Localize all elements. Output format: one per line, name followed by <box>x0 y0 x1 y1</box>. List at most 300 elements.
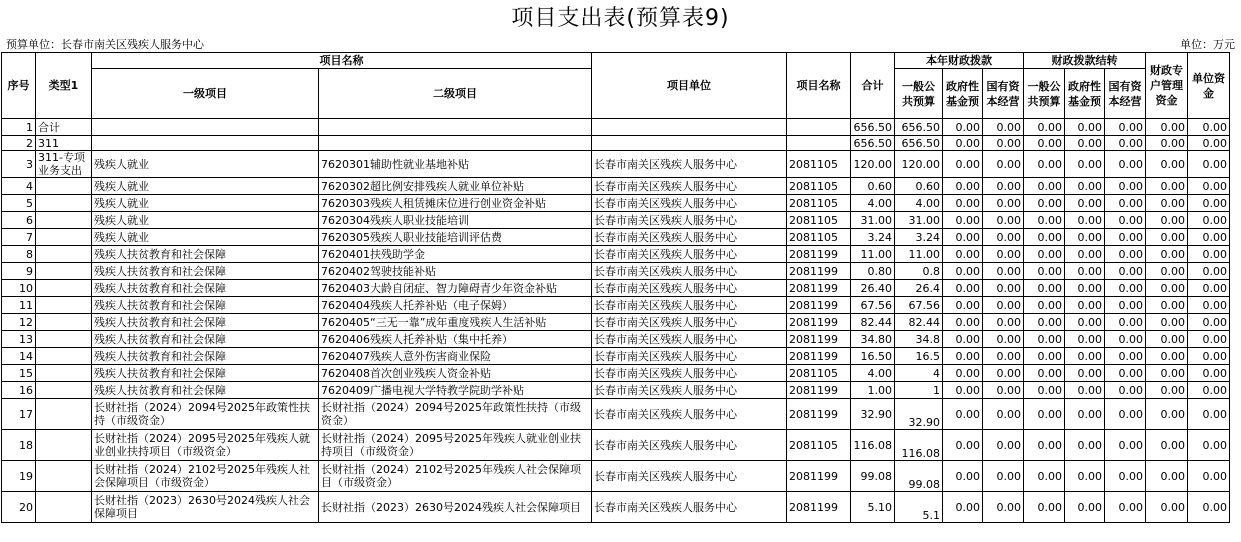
row-carry-gov-fund: 0.00 <box>1065 246 1105 263</box>
row-project-unit: 长春市南关区残疾人服务中心 <box>592 297 787 314</box>
row-project-code: 2081199 <box>787 314 851 331</box>
row-type <box>36 461 92 492</box>
row-level1-item: 长财社指（2024）2102号2025年残疾人社会保障项目（市级资金） <box>92 461 319 492</box>
budget-unit-label: 预算单位：长春市南关区残疾人服务中心 <box>6 38 204 51</box>
row-carry-state-capital: 0.00 <box>1105 212 1146 229</box>
row-carry-state-capital: 0.00 <box>1105 297 1146 314</box>
row-level1-item: 残疾人就业 <box>92 195 319 212</box>
row-carry-state-capital: 0.00 <box>1105 348 1146 365</box>
row-carry-state-capital: 0.00 <box>1105 280 1146 297</box>
row-type <box>36 229 92 246</box>
row-unit-funds: 0.00 <box>1188 492 1230 523</box>
row-state-capital: 0.00 <box>983 331 1024 348</box>
row-state-capital: 0.00 <box>983 195 1024 212</box>
row-carry-state-capital: 0.00 <box>1105 461 1146 492</box>
row-type <box>36 314 92 331</box>
table-row <box>2 119 1230 136</box>
row-seq: 10 <box>2 280 36 297</box>
row-general-budget: 99.08 <box>895 461 943 492</box>
row-special-funds: 0.00 <box>1146 430 1188 461</box>
row-level1-item: 残疾人就业 <box>92 212 319 229</box>
row-carry-general-budget: 0.00 <box>1024 212 1065 229</box>
row-seq: 18 <box>2 430 36 461</box>
row-carry-state-capital: 0.00 <box>1105 365 1146 382</box>
row-state-capital: 0.00 <box>983 136 1024 151</box>
row-seq: 3 <box>2 151 36 178</box>
header-seq: 序号 <box>2 53 36 119</box>
row-gov-fund: 0.00 <box>943 178 983 195</box>
row-level2-item: 7620304残疾人职业技能培训 <box>319 212 592 229</box>
row-carry-general-budget: 0.00 <box>1024 263 1065 280</box>
row-total: 0.60 <box>851 178 895 195</box>
row-gov-fund: 0.00 <box>943 263 983 280</box>
row-general-budget: 34.8 <box>895 331 943 348</box>
row-level2-item: 7620408首次创业残疾人资金补贴 <box>319 365 592 382</box>
row-project-unit: 长春市南关区残疾人服务中心 <box>592 229 787 246</box>
row-seq: 5 <box>2 195 36 212</box>
table-row <box>2 212 1230 229</box>
row-unit-funds: 0.00 <box>1188 382 1230 399</box>
header-project-unit: 项目单位 <box>592 53 787 119</box>
row-seq: 4 <box>2 178 36 195</box>
row-carry-state-capital: 0.00 <box>1105 382 1146 399</box>
row-project-code: 2081199 <box>787 263 851 280</box>
table-row <box>2 492 1230 523</box>
row-project-code <box>787 119 851 136</box>
row-gov-fund: 0.00 <box>943 365 983 382</box>
row-carry-general-budget: 0.00 <box>1024 430 1065 461</box>
table-row <box>2 229 1230 246</box>
row-level2-item: 长财社指（2023）2630号2024残疾人社会保障项目 <box>319 492 592 523</box>
row-unit-funds: 0.00 <box>1188 348 1230 365</box>
row-unit-funds: 0.00 <box>1188 297 1230 314</box>
row-seq: 8 <box>2 246 36 263</box>
row-special-funds: 0.00 <box>1146 297 1188 314</box>
table-row <box>2 178 1230 195</box>
row-gov-fund: 0.00 <box>943 195 983 212</box>
table-row <box>2 430 1230 461</box>
row-seq: 1 <box>2 119 36 136</box>
row-project-unit <box>592 136 787 151</box>
table-row <box>2 348 1230 365</box>
row-project-code: 2081199 <box>787 348 851 365</box>
row-project-code: 2081105 <box>787 229 851 246</box>
row-carry-gov-fund: 0.00 <box>1065 430 1105 461</box>
row-level1-item: 长财社指（2024）2095号2025年残疾人就业创业扶持项目（市级资金） <box>92 430 319 461</box>
row-project-code: 2081199 <box>787 461 851 492</box>
row-type <box>36 365 92 382</box>
row-carry-gov-fund: 0.00 <box>1065 348 1105 365</box>
row-carry-general-budget: 0.00 <box>1024 280 1065 297</box>
row-carry-general-budget: 0.00 <box>1024 229 1065 246</box>
row-state-capital: 0.00 <box>983 229 1024 246</box>
header-project-code: 项目名称 <box>787 53 851 119</box>
row-type <box>36 348 92 365</box>
row-carry-state-capital: 0.00 <box>1105 399 1146 430</box>
row-project-unit: 长春市南关区残疾人服务中心 <box>592 280 787 297</box>
row-seq: 20 <box>2 492 36 523</box>
header-carry-state-capital: 国有资本经营 <box>1105 69 1146 119</box>
table-row <box>2 297 1230 314</box>
row-project-code: 2081199 <box>787 492 851 523</box>
header-type: 类型1 <box>36 53 92 119</box>
row-gov-fund: 0.00 <box>943 331 983 348</box>
row-general-budget: 116.08 <box>895 430 943 461</box>
row-carry-gov-fund: 0.00 <box>1065 314 1105 331</box>
row-total: 116.08 <box>851 430 895 461</box>
row-total: 32.90 <box>851 399 895 430</box>
header-gov-fund: 政府性基金预 <box>943 69 983 119</box>
row-level2-item: 7620401扶残助学金 <box>319 246 592 263</box>
row-unit-funds: 0.00 <box>1188 280 1230 297</box>
row-unit-funds: 0.00 <box>1188 246 1230 263</box>
row-general-budget: 67.56 <box>895 297 943 314</box>
row-carry-general-budget: 0.00 <box>1024 365 1065 382</box>
row-carry-general-budget: 0.00 <box>1024 461 1065 492</box>
row-gov-fund: 0.00 <box>943 461 983 492</box>
row-project-unit <box>592 119 787 136</box>
row-level1-item: 残疾人就业 <box>92 229 319 246</box>
row-level2-item <box>319 119 592 136</box>
table-row <box>2 331 1230 348</box>
row-project-unit: 长春市南关区残疾人服务中心 <box>592 246 787 263</box>
row-state-capital: 0.00 <box>983 178 1024 195</box>
row-project-unit: 长春市南关区残疾人服务中心 <box>592 365 787 382</box>
row-carry-general-budget: 0.00 <box>1024 399 1065 430</box>
table-row <box>2 263 1230 280</box>
row-level2-item: 7620403大龄自闭症、智力障碍青少年资金补贴 <box>319 280 592 297</box>
table-row <box>2 136 1230 151</box>
row-gov-fund: 0.00 <box>943 136 983 151</box>
row-type <box>36 178 92 195</box>
row-carry-state-capital: 0.00 <box>1105 331 1146 348</box>
row-level2-item: 7620303残疾人租赁摊床位进行创业资金补贴 <box>319 195 592 212</box>
row-type: 合计 <box>36 119 92 136</box>
row-carry-state-capital: 0.00 <box>1105 492 1146 523</box>
row-carry-state-capital: 0.00 <box>1105 229 1146 246</box>
row-type <box>36 430 92 461</box>
row-carry-gov-fund: 0.00 <box>1065 151 1105 178</box>
row-general-budget: 4.00 <box>895 195 943 212</box>
row-seq: 2 <box>2 136 36 151</box>
row-total: 656.50 <box>851 136 895 151</box>
row-project-unit: 长春市南关区残疾人服务中心 <box>592 348 787 365</box>
row-level2-item: 7620302超比例安排残疾人就业单位补贴 <box>319 178 592 195</box>
row-carry-gov-fund: 0.00 <box>1065 331 1105 348</box>
row-type <box>36 280 92 297</box>
row-unit-funds: 0.00 <box>1188 263 1230 280</box>
row-project-unit: 长春市南关区残疾人服务中心 <box>592 195 787 212</box>
row-carry-state-capital: 0.00 <box>1105 119 1146 136</box>
row-general-budget: 31.00 <box>895 212 943 229</box>
row-carry-state-capital: 0.00 <box>1105 136 1146 151</box>
row-carry-gov-fund: 0.00 <box>1065 195 1105 212</box>
row-level2-item: 长财社指（2024）2102号2025年残疾人社会保障项目（市级资金） <box>319 461 592 492</box>
table-row <box>2 195 1230 212</box>
table-row <box>2 461 1230 492</box>
table-row <box>2 382 1230 399</box>
row-special-funds: 0.00 <box>1146 119 1188 136</box>
row-type: 311 <box>36 136 92 151</box>
row-state-capital: 0.00 <box>983 119 1024 136</box>
row-level1-item: 残疾人扶贫教育和社会保障 <box>92 297 319 314</box>
table-row <box>2 314 1230 331</box>
row-level1-item: 残疾人扶贫教育和社会保障 <box>92 314 319 331</box>
row-general-budget: 0.60 <box>895 178 943 195</box>
row-type <box>36 246 92 263</box>
row-unit-funds: 0.00 <box>1188 314 1230 331</box>
row-type <box>36 212 92 229</box>
row-seq: 19 <box>2 461 36 492</box>
row-general-budget: 120.00 <box>895 151 943 178</box>
row-unit-funds: 0.00 <box>1188 195 1230 212</box>
row-project-code: 2081105 <box>787 365 851 382</box>
row-general-budget: 26.4 <box>895 280 943 297</box>
row-carry-general-budget: 0.00 <box>1024 119 1065 136</box>
row-gov-fund: 0.00 <box>943 246 983 263</box>
row-seq: 13 <box>2 331 36 348</box>
row-gov-fund: 0.00 <box>943 348 983 365</box>
row-total: 656.50 <box>851 119 895 136</box>
row-state-capital: 0.00 <box>983 430 1024 461</box>
row-general-budget: 11.00 <box>895 246 943 263</box>
row-total: 120.00 <box>851 151 895 178</box>
header-carry-gov-fund: 政府性基金预 <box>1065 69 1105 119</box>
row-seq: 16 <box>2 382 36 399</box>
row-carry-gov-fund: 0.00 <box>1065 461 1105 492</box>
row-level2-item <box>319 136 592 151</box>
row-project-unit: 长春市南关区残疾人服务中心 <box>592 263 787 280</box>
row-project-code: 2081199 <box>787 280 851 297</box>
row-project-code: 2081105 <box>787 212 851 229</box>
row-state-capital: 0.00 <box>983 461 1024 492</box>
row-carry-state-capital: 0.00 <box>1105 430 1146 461</box>
row-project-unit: 长春市南关区残疾人服务中心 <box>592 331 787 348</box>
row-type: 311-专项业务支出 <box>36 151 92 178</box>
row-special-funds: 0.00 <box>1146 229 1188 246</box>
row-general-budget: 0.8 <box>895 263 943 280</box>
row-level1-item <box>92 136 319 151</box>
row-state-capital: 0.00 <box>983 151 1024 178</box>
table-row <box>2 246 1230 263</box>
row-state-capital: 0.00 <box>983 382 1024 399</box>
row-carry-gov-fund: 0.00 <box>1065 178 1105 195</box>
row-gov-fund: 0.00 <box>943 399 983 430</box>
row-general-budget: 1 <box>895 382 943 399</box>
row-total: 99.08 <box>851 461 895 492</box>
table-row <box>2 280 1230 297</box>
row-carry-state-capital: 0.00 <box>1105 195 1146 212</box>
row-unit-funds: 0.00 <box>1188 365 1230 382</box>
row-project-unit: 长春市南关区残疾人服务中心 <box>592 461 787 492</box>
row-state-capital: 0.00 <box>983 314 1024 331</box>
row-unit-funds: 0.00 <box>1188 212 1230 229</box>
row-total: 16.50 <box>851 348 895 365</box>
row-state-capital: 0.00 <box>983 280 1024 297</box>
row-unit-funds: 0.00 <box>1188 229 1230 246</box>
header-unit-funds: 单位资金 <box>1188 53 1230 119</box>
row-level2-item: 长财社指（2024）2094号2025年政策性扶持（市级资金） <box>319 399 592 430</box>
row-total: 34.80 <box>851 331 895 348</box>
row-project-unit: 长春市南关区残疾人服务中心 <box>592 314 787 331</box>
row-project-code <box>787 136 851 151</box>
row-carry-gov-fund: 0.00 <box>1065 492 1105 523</box>
currency-unit-label: 单位：万元 <box>1180 38 1235 51</box>
row-level1-item: 残疾人扶贫教育和社会保障 <box>92 331 319 348</box>
row-project-unit: 长春市南关区残疾人服务中心 <box>592 151 787 178</box>
row-unit-funds: 0.00 <box>1188 178 1230 195</box>
row-carry-general-budget: 0.00 <box>1024 246 1065 263</box>
row-total: 26.40 <box>851 280 895 297</box>
row-carry-state-capital: 0.00 <box>1105 246 1146 263</box>
row-gov-fund: 0.00 <box>943 280 983 297</box>
row-total: 11.00 <box>851 246 895 263</box>
row-project-code: 2081105 <box>787 195 851 212</box>
row-state-capital: 0.00 <box>983 246 1024 263</box>
row-level2-item: 7620305残疾人职业技能培训评估费 <box>319 229 592 246</box>
row-level2-item: 7620405“三无一靠”成年重度残疾人生活补贴 <box>319 314 592 331</box>
row-special-funds: 0.00 <box>1146 195 1188 212</box>
row-seq: 17 <box>2 399 36 430</box>
row-total: 3.24 <box>851 229 895 246</box>
row-project-code: 2081199 <box>787 399 851 430</box>
row-level1-item: 长财社指（2023）2630号2024残疾人社会保障项目 <box>92 492 319 523</box>
page-title: 项目支出表(预算表9) <box>511 6 730 31</box>
row-carry-general-budget: 0.00 <box>1024 178 1065 195</box>
row-level1-item: 残疾人就业 <box>92 178 319 195</box>
row-carry-general-budget: 0.00 <box>1024 382 1065 399</box>
header-project-name: 项目名称 <box>92 53 592 69</box>
row-state-capital: 0.00 <box>983 297 1024 314</box>
header-special-funds: 财政专户管理资金 <box>1146 53 1188 119</box>
row-carry-general-budget: 0.00 <box>1024 348 1065 365</box>
row-unit-funds: 0.00 <box>1188 461 1230 492</box>
row-carry-state-capital: 0.00 <box>1105 151 1146 178</box>
row-level1-item: 残疾人扶贫教育和社会保障 <box>92 263 319 280</box>
row-project-unit: 长春市南关区残疾人服务中心 <box>592 178 787 195</box>
row-gov-fund: 0.00 <box>943 382 983 399</box>
row-carry-state-capital: 0.00 <box>1105 178 1146 195</box>
row-seq: 6 <box>2 212 36 229</box>
row-seq: 15 <box>2 365 36 382</box>
row-general-budget: 82.44 <box>895 314 943 331</box>
row-carry-gov-fund: 0.00 <box>1065 229 1105 246</box>
row-project-code: 2081199 <box>787 382 851 399</box>
row-type <box>36 492 92 523</box>
row-type <box>36 331 92 348</box>
row-special-funds: 0.00 <box>1146 382 1188 399</box>
row-gov-fund: 0.00 <box>943 297 983 314</box>
row-special-funds: 0.00 <box>1146 280 1188 297</box>
row-project-unit: 长春市南关区残疾人服务中心 <box>592 382 787 399</box>
row-level2-item: 7620406残疾人托养补贴（集中托养） <box>319 331 592 348</box>
row-total: 31.00 <box>851 212 895 229</box>
row-level1-item: 残疾人就业 <box>92 151 319 178</box>
row-seq: 12 <box>2 314 36 331</box>
row-state-capital: 0.00 <box>983 365 1024 382</box>
row-gov-fund: 0.00 <box>943 492 983 523</box>
row-special-funds: 0.00 <box>1146 178 1188 195</box>
row-carry-gov-fund: 0.00 <box>1065 297 1105 314</box>
table-row <box>2 151 1230 178</box>
row-unit-funds: 0.00 <box>1188 151 1230 178</box>
row-special-funds: 0.00 <box>1146 263 1188 280</box>
row-project-unit: 长春市南关区残疾人服务中心 <box>592 492 787 523</box>
row-state-capital: 0.00 <box>983 399 1024 430</box>
row-special-funds: 0.00 <box>1146 314 1188 331</box>
row-level1-item: 残疾人扶贫教育和社会保障 <box>92 348 319 365</box>
row-project-code: 2081105 <box>787 430 851 461</box>
row-unit-funds: 0.00 <box>1188 430 1230 461</box>
row-carry-state-capital: 0.00 <box>1105 314 1146 331</box>
row-carry-gov-fund: 0.00 <box>1065 365 1105 382</box>
row-project-code: 2081199 <box>787 246 851 263</box>
row-level2-item: 长财社指（2024）2095号2025年残疾人就业创业扶持项目（市级资金） <box>319 430 592 461</box>
row-level1-item: 残疾人扶贫教育和社会保障 <box>92 365 319 382</box>
row-level1-item: 残疾人扶贫教育和社会保障 <box>92 280 319 297</box>
row-state-capital: 0.00 <box>983 212 1024 229</box>
row-seq: 11 <box>2 297 36 314</box>
row-level1-item <box>92 119 319 136</box>
row-special-funds: 0.00 <box>1146 136 1188 151</box>
row-general-budget: 3.24 <box>895 229 943 246</box>
header-current-year: 本年财政拨款 <box>895 53 1024 69</box>
row-special-funds: 0.00 <box>1146 331 1188 348</box>
row-total: 67.56 <box>851 297 895 314</box>
row-general-budget: 4 <box>895 365 943 382</box>
row-level1-item: 长财社指（2024）2094号2025年政策性扶持（市级资金） <box>92 399 319 430</box>
row-unit-funds: 0.00 <box>1188 136 1230 151</box>
row-general-budget: 5.1 <box>895 492 943 523</box>
row-gov-fund: 0.00 <box>943 212 983 229</box>
row-level2-item: 7620409广播电视大学特教学院助学补贴 <box>319 382 592 399</box>
row-total: 0.80 <box>851 263 895 280</box>
row-carry-state-capital: 0.00 <box>1105 263 1146 280</box>
row-total: 1.00 <box>851 382 895 399</box>
row-level1-item: 残疾人扶贫教育和社会保障 <box>92 246 319 263</box>
header-carry-general-budget: 一般公共预算 <box>1024 69 1065 119</box>
row-unit-funds: 0.00 <box>1188 119 1230 136</box>
row-special-funds: 0.00 <box>1146 212 1188 229</box>
row-project-unit: 长春市南关区残疾人服务中心 <box>592 212 787 229</box>
row-project-code: 2081199 <box>787 331 851 348</box>
row-special-funds: 0.00 <box>1146 365 1188 382</box>
row-carry-gov-fund: 0.00 <box>1065 382 1105 399</box>
header-general-budget: 一般公共预算 <box>895 69 943 119</box>
table-row <box>2 365 1230 382</box>
row-carry-general-budget: 0.00 <box>1024 297 1065 314</box>
row-project-unit: 长春市南关区残疾人服务中心 <box>592 399 787 430</box>
row-project-unit: 长春市南关区残疾人服务中心 <box>592 430 787 461</box>
row-level2-item: 7620402驾驶技能补贴 <box>319 263 592 280</box>
row-carry-general-budget: 0.00 <box>1024 331 1065 348</box>
row-general-budget: 656.50 <box>895 136 943 151</box>
row-level2-item: 7620404残疾人托养补贴（电子保姆） <box>319 297 592 314</box>
row-general-budget: 656.50 <box>895 119 943 136</box>
row-unit-funds: 0.00 <box>1188 399 1230 430</box>
row-gov-fund: 0.00 <box>943 119 983 136</box>
row-carry-general-budget: 0.00 <box>1024 151 1065 178</box>
row-type <box>36 263 92 280</box>
row-gov-fund: 0.00 <box>943 229 983 246</box>
row-state-capital: 0.00 <box>983 492 1024 523</box>
row-gov-fund: 0.00 <box>943 430 983 461</box>
row-general-budget: 32.90 <box>895 399 943 430</box>
row-unit-funds: 0.00 <box>1188 331 1230 348</box>
header-state-capital: 国有资本经营 <box>983 69 1024 119</box>
row-gov-fund: 0.00 <box>943 314 983 331</box>
row-carry-general-budget: 0.00 <box>1024 492 1065 523</box>
